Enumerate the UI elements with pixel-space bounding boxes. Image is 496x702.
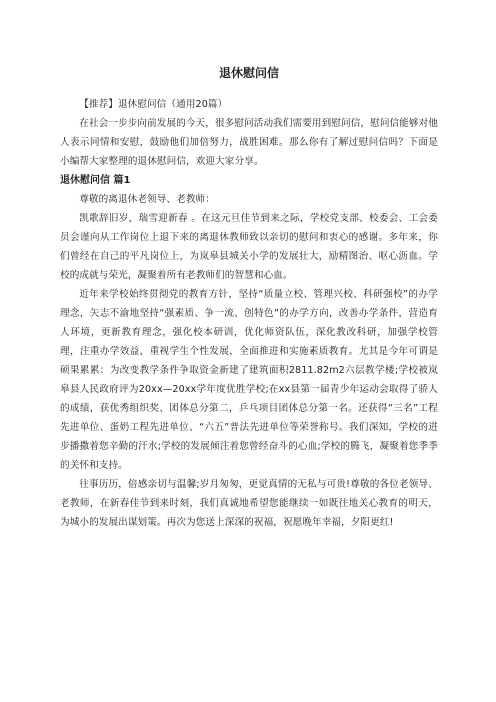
salutation: 尊敬的离退休老领导、老教师：: [79, 194, 215, 205]
body-paragraph-3: 往事历历，倍感亲切与温馨;岁月匆匆，更觉真情的无私与可贵!尊敬的各位老领导、老教师，在新春佳节到来时刻，我们真诚地希望您能继续一如既往地关心教育的明天，为城小的发展出谋划策。再次为您送上深深的祝福，祝愿晚年幸福，夕阳更红!: [60, 479, 438, 528]
body-paragraph-1: 凯歌辞旧岁，瑞雪迎新春 。在这元旦佳节到来之际，学校党支部、校委会、工会委员会谨向从工作岗位上退下来的离退休教师致以亲切的慰问和衷心的感谢。多年来，你们曾经在自己的平凡岗位上，为岚皋县城关小学的发展壮大，励精图治、呕心沥血。学校的成就与荣光，凝聚着所有老教师们的智慧和心血。: [60, 213, 438, 281]
section-heading: 退休慰问信 篇1: [60, 175, 131, 186]
document-title: 退休慰问信: [218, 66, 279, 80]
body-paragraph-2: 近年来学校始终贯彻党的教育方针，坚持“质量立校、管理兴校、科研强校”的办学理念，矢志不渝地坚持“强素质、争一流、创特色”的办学方向，改善办学条件，营造育人环境，更新教育理念，强化校本研训，优化师资队伍，深化教改科研，加强学校管理，注重办学效益，重视学生个性发展，全面推进和实施素质教育。尤其是今年可谓是硕果累累：为改变教学条件争取资金新建了建筑面积2811.82m2六层教学楼;学校被岚皋县人民政府评为20xx—20xx学年度优胜学校;在xx县第一届青少年运动会取得了骄人的成绩，获优秀组织奖、团体总分第二，乒乓项目团体总分第一名。还获得“三名”工程先进单位、蛋奶工程先进单位、“六五”普法先进单位等荣誉称号。我们深知，学校的进步播撒着您辛勤的汗水;学校的发展倾注着您曾经奋斗的心血;学校的腾飞，凝聚着您季季的关怀和支持。: [60, 289, 438, 471]
recommend-line: 【推荐】退休慰问信（通用20篇）: [79, 99, 228, 110]
intro-paragraph: 在社会一步步向前发展的今天，很多慰问活动我们需要用到慰问信，慰问信能够对他人表示同情和安慰，鼓励他们加倍努力，战胜困难。那么你有了解过慰问信吗？下面是小编帮大家整理的退休慰问信，欢迎大家分享。: [60, 118, 438, 167]
